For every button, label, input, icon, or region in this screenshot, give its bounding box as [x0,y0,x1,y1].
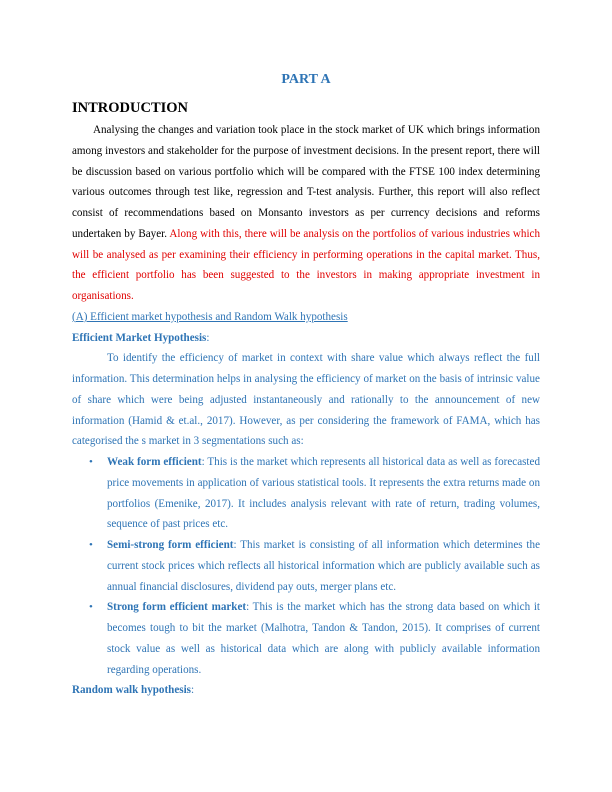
list-item [72,452,540,535]
form-description: : This market is consisting of all information which determines the current stock prices which reflects all historical information which are publicly available such as annual financial disclosures, dividend pay outs, merger plans etc. [107,539,540,593]
bullet-icon: • [89,539,93,551]
emh-paragraph: To identify the efficiency of market in context with share value which always reflect the full information. This determination helps in analysing the efficiency of market on the basis of intrinsic value of share which were being adjusted instantaneously and rationally to the announcement of new information (Hamid & et.al., 2017). However, as per considering the framework of FAMA, which has categorised the s market in 3 segmentations such as: [72,352,540,448]
form-term: Strong form efficient market [107,601,247,614]
section-a-heading[interactable]: (A) Efficient market hypothesis and Random Walk hypothesis [72,310,348,323]
form-term: Weak form efficient [107,456,202,468]
rwh-heading-text: Random walk hypothesis [72,684,191,697]
part-title: PART A [281,72,331,87]
efficiency-forms-list [72,452,540,680]
intro-black-text: Analysing the changes and variation took place in the stock market of UK which brings information among investors and stakeholder for the purpose of investment decisions. In the present report, there will be discussion based on various portfolio which will be compared with the FTSE 100 index determining various outcomes through test like, regression and T-test analysis. Further, this report will also reflect consist of recommendations based on Monsanto investors as per currency decisions and reforms undertaken by Bayer. [72,124,540,240]
form-description: : This is the market which represents all historical data as well as forecasted price movements in application of various statistical tools. It represents the extra returns made on portfolios (Emenike, 2017). It includes analysis relevant with rate of return, trading volumes, sequence of past prices etc. [107,456,540,531]
list-item [72,535,540,597]
document-page [72,70,540,701]
intro-red-text: Along with this, there will be analysis on the portfolios of various industries which will be analysed as per examining their efficiency in performing operations in the capital market. Thus, the efficient portfolio has been suggested to the investors in making appropriate investment in organisations. [72,227,540,302]
list-item [72,597,540,680]
introduction-heading: INTRODUCTION [72,100,189,116]
rwh-heading-colon: : [190,684,195,697]
bullet-icon: • [89,456,93,468]
rwh-heading [72,680,540,701]
bullet-icon: • [89,601,93,614]
emh-heading-colon: : [206,331,210,344]
introduction-paragraph [72,120,540,307]
form-term: Semi-strong form efficient [107,539,234,551]
form-description: : This is the market which has the strong data based on which it becomes tough to bit the market (Malhotra, Tandon & Tandon, 2015). It comprises of current stock value as well as historical data which are along with publicly available information regarding operations. [107,601,540,676]
emh-heading-text: Efficient Market Hypothesis [72,331,207,344]
emh-heading [72,328,540,349]
